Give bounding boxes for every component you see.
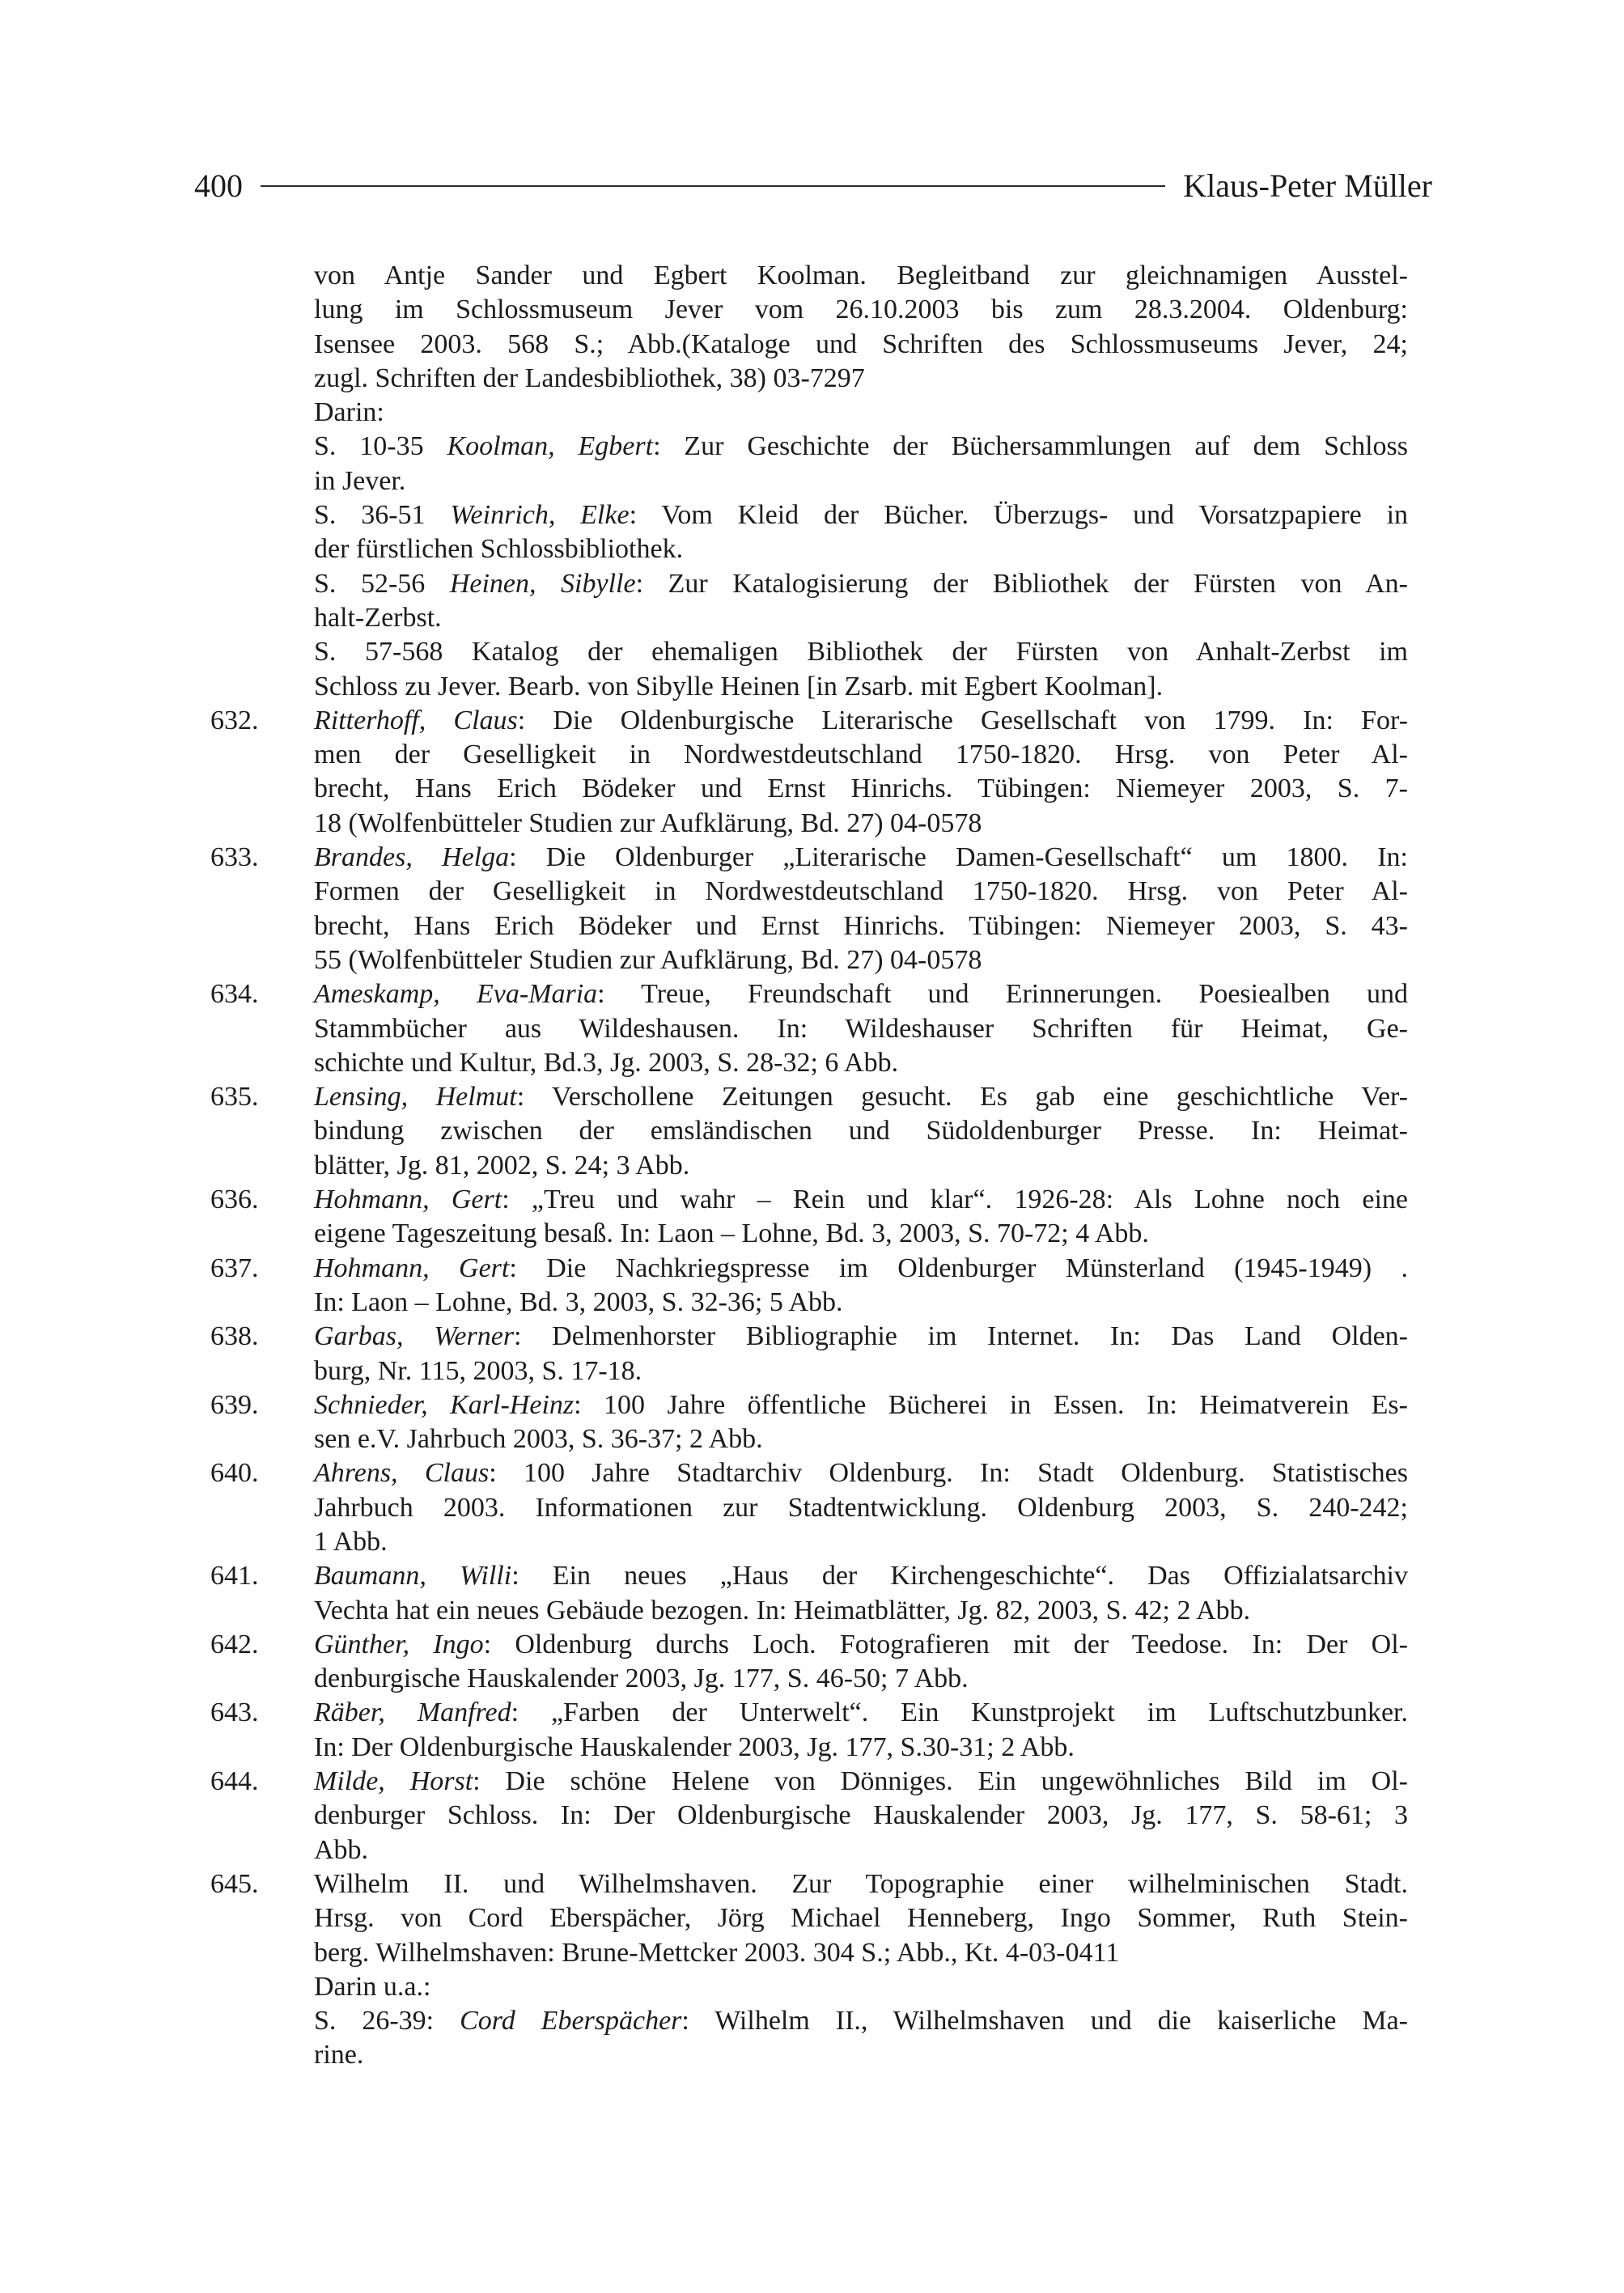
- sub-entry-text: : Zur Katalogisierung der Bibliothek der Fürsten von An-: [635, 568, 1409, 599]
- text-line: [314, 1320, 1408, 1354]
- sub-entry: [314, 635, 1408, 669]
- header-rule: [261, 185, 1165, 187]
- text-line: denburger Schloss. In: Der Oldenburgische Hauskalender 2003, Jg. 177, S. 58-61; 3: [314, 1800, 1408, 1831]
- sub-entry: [314, 430, 1408, 464]
- bibliography-entry: [210, 1388, 1408, 1457]
- entry-number: 638.: [210, 1321, 259, 1352]
- entry-number: 641.: [210, 1561, 259, 1592]
- text-line: [314, 1183, 1408, 1217]
- bibliography-entry: [210, 841, 1408, 977]
- text-line: Vechta hat ein neues Gebäude bezogen. In: Heimatblätter, Jg. 82, 2003, S. 42; 2 Abb.: [314, 1595, 1251, 1625]
- text-line: Stammbücher aus Wildeshausen. In: Wildeshauser Schriften für Heimat, Ge-: [314, 1013, 1408, 1044]
- entry-text: : Die Oldenburger „Literarische Damen-Gesellschaft“ um 1800. In:: [509, 842, 1408, 873]
- entry-631-continuation: [314, 259, 1408, 704]
- text-line: berg. Wilhelmshaven: Brune-Mettcker 2003. 304 S.; Abb., Kt. 4-03-0411: [314, 1937, 1120, 1968]
- text-line: burg, Nr. 115, 2003, S. 17-18.: [314, 1355, 642, 1386]
- bibliography-entry: [210, 1559, 1408, 1628]
- entry-number: 642.: [210, 1629, 259, 1659]
- text-line: von Antje Sander und Egbert Koolman. Begleitband zur gleichnamigen Ausstel-: [314, 261, 1408, 290]
- entry-author: Ritterhoff, Claus: [314, 705, 518, 735]
- sub-entry-author: Cord Eberspächer: [460, 2006, 682, 2037]
- sub-entry-pages: S. 52-56: [314, 568, 450, 599]
- entry-author: Hohmann, Gert: [314, 1252, 510, 1283]
- entry-author: Schnieder, Karl-Heinz: [314, 1389, 575, 1420]
- entry-number: 640.: [210, 1458, 259, 1489]
- text-line: Abb.: [314, 1834, 369, 1865]
- bibliography-entry: [210, 1867, 1408, 2073]
- text-line: brecht, Hans Erich Bödeker und Ernst Hinrichs. Tübingen: Niemeyer 2003, S. 7-: [314, 774, 1408, 804]
- entry-text: : 100 Jahre öffentliche Bücherei in Essen. In: Heimatverein Es-: [574, 1389, 1408, 1420]
- bibliography-entry: [210, 1628, 1408, 1697]
- running-head: [194, 162, 1432, 210]
- bibliography-entry: [210, 1080, 1408, 1183]
- bibliography-list: [210, 259, 1408, 2073]
- entry-author: Milde, Horst: [314, 1766, 473, 1797]
- text-line: [314, 1456, 1408, 1490]
- bibliography-entry: [210, 1456, 1408, 1559]
- entry-text: : Delmenhorster Bibliographie im Internet. In: Das Land Olden-: [514, 1321, 1408, 1352]
- text-line: [314, 1080, 1408, 1114]
- entry-author: Hohmann, Gert: [314, 1185, 502, 1215]
- text-line: [314, 704, 1408, 738]
- bibliography-entry: [210, 1765, 1408, 1867]
- bibliography-entry: [210, 704, 1408, 841]
- entry-text: : 100 Jahre Stadtarchiv Oldenburg. In: Stadt Oldenburg. Statistisches: [489, 1458, 1408, 1489]
- bibliography-entry: [210, 1183, 1408, 1252]
- text-line: blätter, Jg. 81, 2002, S. 24; 3 Abb.: [314, 1150, 690, 1180]
- entry-number: 643.: [210, 1697, 259, 1728]
- entry-author: Garbas, Werner: [314, 1321, 515, 1352]
- darin-label: Darin:: [314, 397, 384, 428]
- entry-author: Günther, Ingo: [314, 1629, 484, 1659]
- entry-text: : Die Nachkriegspresse im Oldenburger Münsterland (1945-1949) .: [509, 1252, 1408, 1283]
- text-line: eigene Tageszeitung besaß. In: Laon – Lohne, Bd. 3, 2003, S. 70-72; 4 Abb.: [314, 1219, 1149, 1249]
- sub-entry-pages: S. 57-568 Katalog der ehemaligen Bibliothek der Fürsten von Anhalt-Zerbst im: [314, 637, 1408, 668]
- text-line: der fürstlichen Schlossbibliothek.: [314, 534, 684, 565]
- entry-text: : Die schöne Helene von Dönniges. Ein ungewöhnliches Bild im Ol-: [473, 1766, 1408, 1797]
- sub-entry: [314, 567, 1408, 601]
- text-line: [314, 977, 1408, 1011]
- sub-entry: [314, 498, 1408, 532]
- entry-author: Ahrens, Claus: [314, 1458, 490, 1489]
- entry-author: Ameskamp, Eva-Maria: [314, 979, 598, 1010]
- text-line: halt-Zerbst.: [314, 602, 442, 633]
- text-line: men der Geselligkeit in Nordwestdeutschland 1750-1820. Hrsg. von Peter Al-: [314, 740, 1408, 770]
- text-line: [314, 1696, 1408, 1730]
- entry-number: 639.: [210, 1389, 259, 1420]
- text-line: [314, 1628, 1408, 1662]
- text-line: 1 Abb.: [314, 1526, 388, 1557]
- running-head-author: Klaus-Peter Müller: [1183, 167, 1432, 204]
- sub-entry-author: Weinrich, Elke: [450, 500, 630, 531]
- text-line: [314, 1252, 1408, 1286]
- sub-entry: [314, 2004, 1408, 2038]
- entry-number: 632.: [210, 705, 259, 735]
- text-line: rine.: [314, 2040, 364, 2070]
- sub-entry-pages: S. 10-35: [314, 431, 447, 462]
- text-line: 55 (Wolfenbütteler Studien zur Aufklärung, Bd. 27) 04-0578: [314, 944, 982, 975]
- text-line: sen e.V. Jahrbuch 2003, S. 36-37; 2 Abb.: [314, 1424, 763, 1455]
- text-line: zugl. Schriften der Landesbibliothek, 38) 03-7297: [314, 362, 865, 393]
- text-line: Wilhelm II. und Wilhelmshaven. Zur Topographie einer wilhelminischen Stadt.: [314, 1868, 1408, 1899]
- text-line: brecht, Hans Erich Bödeker und Ernst Hinrichs. Tübingen: Niemeyer 2003, S. 43-: [314, 910, 1408, 941]
- entry-text: : Ein neues „Haus der Kirchengeschichte“. Das Offizialatsarchiv: [511, 1561, 1408, 1592]
- entry-number: 633.: [210, 842, 259, 873]
- sub-entry-pages: S. 36-51: [314, 500, 451, 531]
- sub-entry-pages: S. 26-39:: [314, 2006, 460, 2037]
- text-line: 18 (Wolfenbütteler Studien zur Aufklärung, Bd. 27) 04-0578: [314, 807, 982, 838]
- entry-text: : Oldenburg durchs Loch. Fotografieren mit der Teedose. In: Der Ol-: [483, 1629, 1408, 1659]
- entry-number: 635.: [210, 1082, 259, 1113]
- sub-entry-text: : Wilhelm II., Wilhelmshaven und die kaiserliche Ma-: [681, 2006, 1408, 2037]
- text-line: Jahrbuch 2003. Informationen zur Stadtentwicklung. Oldenburg 2003, S. 240-242;: [314, 1492, 1408, 1523]
- page-number: 400: [194, 167, 243, 204]
- sub-entry-author: Heinen, Sibylle: [449, 568, 636, 599]
- text-line: lung im Schlossmuseum Jever vom 26.10.2003 bis zum 28.3.2004. Oldenburg:: [314, 295, 1408, 325]
- text-line: Formen der Geselligkeit in Nordwestdeutschland 1750-1820. Hrsg. von Peter Al-: [314, 876, 1408, 907]
- entry-author: Lensing, Helmut: [314, 1082, 517, 1113]
- entry-author: Brandes, Helga: [314, 842, 510, 873]
- bibliography-entry: [210, 977, 1408, 1080]
- entry-number: 636.: [210, 1185, 259, 1215]
- entry-number: 644.: [210, 1766, 259, 1797]
- entry-author: Baumann, Willi: [314, 1561, 512, 1592]
- entry-number: 634.: [210, 979, 259, 1010]
- sub-entry-author: Koolman, Egbert: [447, 431, 654, 462]
- darin-label: Darin u.a.:: [314, 1971, 431, 2002]
- entry-number: 645.: [210, 1868, 259, 1899]
- text-line: Isensee 2003. 568 S.; Abb.(Kataloge und Schriften des Schlossmuseums Jever, 24;: [314, 328, 1408, 359]
- text-line: bindung zwischen der emsländischen und Südoldenburger Presse. In: Heimat-: [314, 1116, 1408, 1146]
- entry-text: : „Treu und wahr – Rein und klar“. 1926-28: Als Lohne noch eine: [502, 1185, 1409, 1215]
- entry-text: : „Farben der Unterwelt“. Ein Kunstprojekt im Luftschutzbunker.: [511, 1697, 1408, 1728]
- text-line: denburgische Hauskalender 2003, Jg. 177, S. 46-50; 7 Abb.: [314, 1664, 969, 1694]
- text-line: [314, 1388, 1408, 1422]
- text-line: [314, 1765, 1408, 1799]
- bibliography-entry: [210, 1252, 1408, 1320]
- bibliography-entry: [210, 1696, 1408, 1765]
- text-line: [314, 841, 1408, 875]
- entry-number: 637.: [210, 1252, 259, 1283]
- bibliography-entry: [210, 1320, 1408, 1388]
- text-line: [314, 1559, 1408, 1593]
- text-line: Hrsg. von Cord Eberspächer, Jörg Michael Henneberg, Ingo Sommer, Ruth Stein-: [314, 1903, 1408, 1934]
- text-line: in Jever.: [314, 465, 406, 496]
- text-line: In: Der Oldenburgische Hauskalender 2003, Jg. 177, S.30-31; 2 Abb.: [314, 1731, 1075, 1762]
- text-line: In: Laon – Lohne, Bd. 3, 2003, S. 32-36; 5 Abb.: [314, 1286, 843, 1317]
- text-line: schichte und Kultur, Bd.3, Jg. 2003, S. 28-32; 6 Abb.: [314, 1047, 899, 1078]
- entry-author: Räber, Manfred: [314, 1697, 511, 1728]
- entry-text: : Verschollene Zeitungen gesucht. Es gab eine geschichtliche Ver-: [516, 1082, 1408, 1113]
- sub-entry-text: : Vom Kleid der Bücher. Überzugs- und Vorsatzpapiere in: [629, 500, 1409, 531]
- entry-text: : Treue, Freundschaft und Erinnerungen. Poesiealben und: [597, 979, 1408, 1010]
- text-line: Schloss zu Jever. Bearb. von Sibylle Heinen [in Zsarb. mit Egbert Koolman].: [314, 671, 1164, 701]
- sub-entry-text: : Zur Geschichte der Büchersammlungen auf dem Schloss: [653, 431, 1408, 462]
- entry-text: : Die Oldenburgische Literarische Gesellschaft von 1799. In: For-: [517, 705, 1408, 735]
